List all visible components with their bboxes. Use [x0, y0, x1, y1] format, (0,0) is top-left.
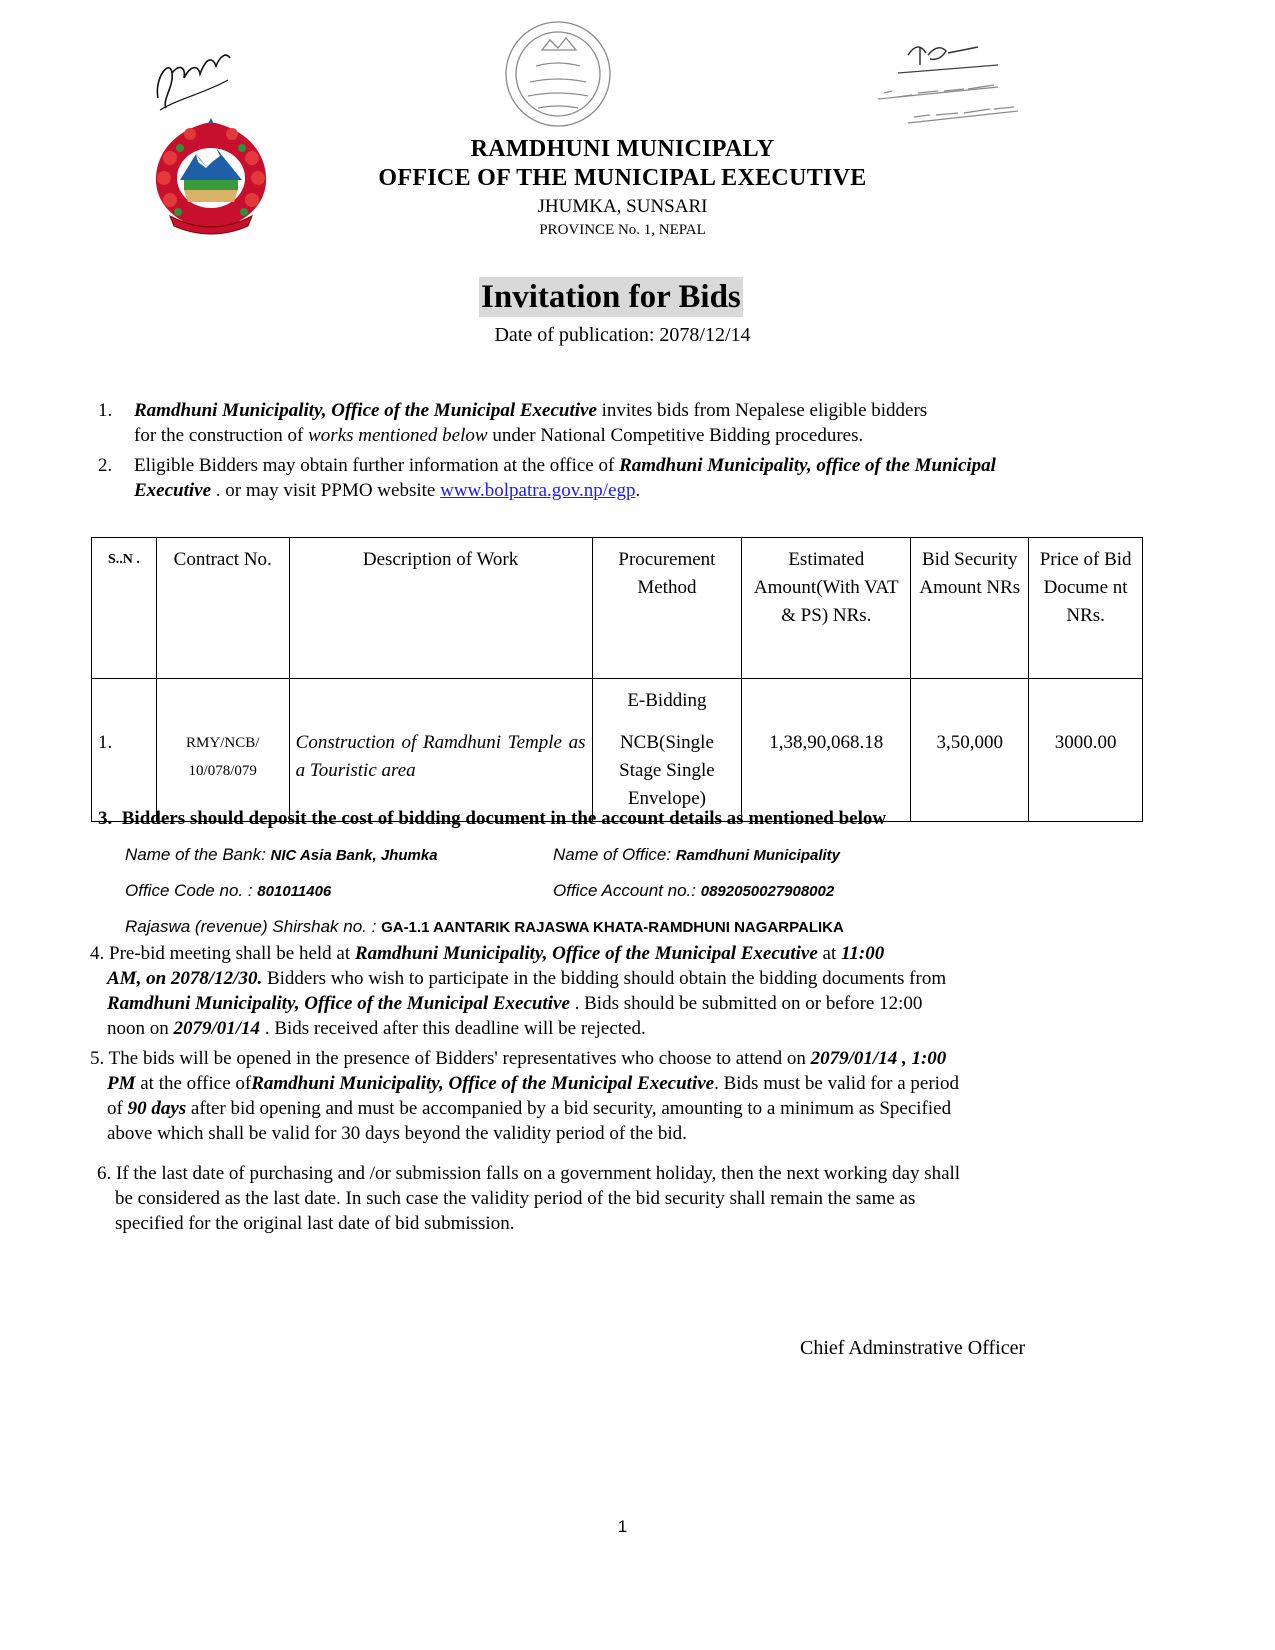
- bank-label: Name of the Bank:: [125, 845, 271, 864]
- text: under National Competitive Bidding procedures.: [487, 425, 864, 446]
- text: .: [635, 480, 641, 501]
- text: invites bids from Nepalese eligible bidders: [596, 400, 928, 421]
- paragraph-1: [134, 398, 1064, 448]
- cell-sn: 1.: [92, 679, 157, 822]
- paragraph-3: [98, 806, 886, 831]
- text: Bidders who wish to participate in the bidding should obtain the bidding documents from: [262, 968, 947, 989]
- signature-left: [150, 38, 240, 118]
- header-description: Description of Work: [289, 538, 592, 679]
- municipality-ref: Ramdhuni Municipality, Office of the Municipal Executive: [354, 943, 818, 964]
- header-estimated-amount: Estimated Amount(With VAT & PS) NRs.: [742, 538, 911, 679]
- text: at: [817, 943, 841, 964]
- text: . Bids must be valid for a period: [714, 1073, 959, 1094]
- validity-days: 90 days: [127, 1098, 187, 1119]
- text: 6. If the last date of purchasing and /or submission falls on a government holiday, then the next working day shall: [97, 1163, 961, 1184]
- header-sn: S..N .: [92, 538, 157, 679]
- header-procurement-method: Procurement Method: [592, 538, 742, 679]
- text: 5. The bids will be opened in the presence of Bidders' representatives who choose to attend on: [90, 1048, 811, 1069]
- paragraph-6: [97, 1161, 1067, 1236]
- header-price-of-bid-document: Price of Bid Docume nt NRs.: [1029, 538, 1143, 679]
- paragraph-2: [134, 453, 1094, 503]
- office-code-label: Office Code no. :: [125, 881, 258, 900]
- cell-price: 3000.00: [1029, 679, 1143, 822]
- table-header-row: [92, 538, 1143, 679]
- meeting-date: AM, on 2078/12/30.: [107, 968, 263, 989]
- rajaswa-value: GA-1.1 AANTARIK RAJASWA KHATA-RAMDHUNI NAGARPALIKA: [381, 919, 844, 936]
- office-name-row: [553, 845, 840, 865]
- text: . Bids received after this deadline will be rejected.: [260, 1018, 646, 1039]
- text: noon on: [107, 1018, 174, 1039]
- method-line-2: NCB(Single Stage Single Envelope): [619, 732, 715, 809]
- header-address: JHUMKA, SUNSARI: [537, 196, 708, 217]
- text: for the construction of: [134, 425, 309, 446]
- paragraph-5: [90, 1046, 1065, 1146]
- office-code-value: 801011406: [257, 883, 332, 900]
- text: . Bids should be submitted on or before 12:00: [569, 993, 923, 1014]
- deposit-instruction: Bidders should deposit the cost of bidding document in the account details as mentioned below: [121, 808, 887, 829]
- municipality-stamp: [478, 20, 638, 138]
- municipality-ref: Ramdhuni Municipality, Office of the Municipal Executive: [107, 993, 570, 1014]
- text: above which shall be valid for 30 days beyond the validity period of the bid.: [107, 1123, 687, 1144]
- office-label: Name of Office:: [553, 845, 676, 864]
- rajaswa-row: [125, 917, 844, 937]
- text: Eligible Bidders may obtain further information at the office of: [134, 455, 620, 476]
- office-account-row: [553, 881, 834, 901]
- meeting-time: 11:00: [840, 943, 885, 964]
- publication-date: Date of publication: 2078/12/14: [494, 324, 751, 346]
- method-line-1: E-Bidding: [627, 690, 707, 711]
- opening-time: PM: [107, 1073, 136, 1094]
- page-number: 1: [617, 1517, 628, 1536]
- text: after bid opening and must be accompanied by a bid security, amounting to a minimum as Specified: [186, 1098, 952, 1119]
- header-bid-security: Bid Security Amount NRs: [911, 538, 1029, 679]
- header-province: PROVINCE No. 1, NEPAL: [539, 222, 706, 238]
- cell-contract-no: RMY/NCB/ 10/078/079: [156, 679, 289, 822]
- item-number-2: 2.: [98, 455, 113, 476]
- municipality-ref: Ramdhuni Municipality, Office of the Municipal Executive: [251, 1073, 715, 1094]
- text: . or may visit PPMO website: [211, 480, 441, 501]
- header-contract-no: Contract No.: [156, 538, 289, 679]
- text-italic: works mentioned below: [308, 425, 488, 446]
- signatory-title: Chief Adminstrative Officer: [800, 1337, 1026, 1359]
- cao-stamp: [868, 35, 1048, 135]
- cell-procurement-method: [592, 679, 742, 822]
- table-row: [92, 679, 1143, 822]
- office-code-row: [125, 881, 331, 901]
- office-account-label: Office Account no.:: [553, 881, 701, 900]
- municipality-ref: Executive: [134, 480, 212, 501]
- text: be considered as the last date. In such case the validity period of the bid security shall remain the same as: [115, 1188, 916, 1209]
- rajaswa-label: Rajaswa (revenue) Shirshak no. :: [125, 917, 382, 936]
- cell-estimated-amount: 1,38,90,068.18: [742, 679, 911, 822]
- text: of: [107, 1098, 128, 1119]
- cell-bid-security: 3,50,000: [911, 679, 1029, 822]
- header-municipality-name: RAMDHUNI MUNICIPALY: [470, 136, 775, 162]
- ppmo-website-link[interactable]: www.bolpatra.gov.np/egp: [440, 480, 636, 501]
- bids-table: [91, 537, 1143, 822]
- opening-date: 2079/01/14 , 1:00: [810, 1048, 947, 1069]
- office-value: Ramdhuni Municipality: [675, 847, 841, 864]
- bank-value: NIC Asia Bank, Jhumka: [270, 847, 438, 864]
- paragraph-4: [90, 941, 1060, 1041]
- submission-date: 2079/01/14: [173, 1018, 261, 1039]
- municipality-ref: Ramdhuni Municipality, Office of the Municipal Executive: [134, 400, 597, 421]
- item-number-3: 3.: [98, 808, 113, 829]
- bank-name-row: [125, 845, 438, 865]
- municipality-ref: Ramdhuni Municipality, office of the Municipal: [619, 455, 996, 476]
- text: 4. Pre-bid meeting shall be held at: [90, 943, 355, 964]
- header-office-name: OFFICE OF THE MUNICIPAL EXECUTIVE: [378, 165, 867, 191]
- item-number-1: 1.: [98, 400, 113, 421]
- cell-description: Construction of Ramdhuni Temple as a Touristic area: [289, 679, 592, 822]
- page-title: Invitation for Bids: [481, 279, 741, 315]
- text: specified for the original last date of bid submission.: [115, 1213, 515, 1234]
- office-account-value: 0892050027908002: [700, 883, 835, 900]
- text: at the office of: [135, 1073, 252, 1094]
